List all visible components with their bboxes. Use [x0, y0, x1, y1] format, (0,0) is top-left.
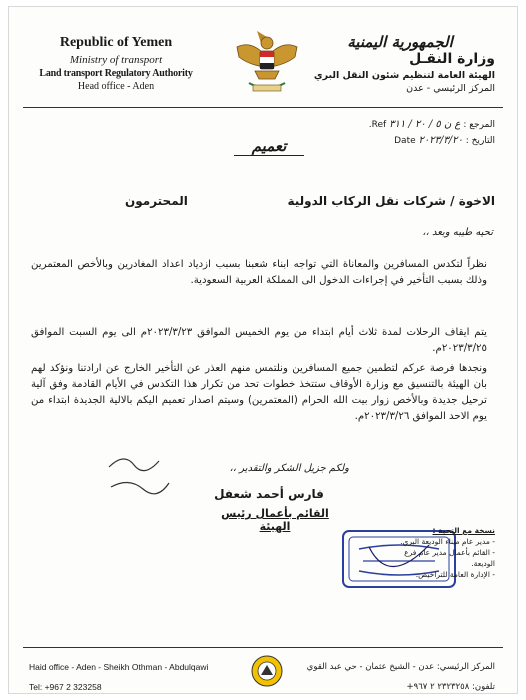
footer-address-en: Haid office - Aden - Sheikh Othman - Abdulqawi: [29, 662, 209, 672]
addressee: الاخوة / شركات نقل الركاب الدولية: [287, 194, 495, 208]
reference-line: المرجع : ع ن ٥ / ٢٠ / ٣١١ Ref.: [368, 119, 495, 130]
copies-list: [395, 525, 495, 580]
authority-ar: الهيئة العامة لتنظيم شئون النقل البري: [313, 70, 495, 81]
ref-label-en: Ref.: [368, 120, 387, 130]
office-en: Head office - Aden: [77, 81, 155, 92]
signatory-title: القائم بأعمال رئيس الهيئة: [221, 507, 329, 533]
footer-address-ar: المركز الرئيسي: عدن - الشيخ عثمان - حي عبد القوي: [306, 662, 495, 672]
handwritten-initials: [99, 447, 189, 507]
copy-item: - الإدارة العامة للتراخيص.: [415, 570, 495, 579]
paragraph-reason: نظراً لتكدس المسافرين والمعاناة التي تواجه ابناء شعبنا بسبب ازدياد اعداد المغادرين وبالأخص المعتمرين وذلك بسبب التأخير في إجراءات الدخول الى المملكة العربية السعودية.: [31, 259, 487, 286]
arabic-letterhead: [305, 33, 495, 94]
english-letterhead: [31, 35, 201, 92]
country-en: Republic of Yemen: [59, 35, 173, 50]
ministry-ar: وزارة النقـل: [409, 51, 495, 67]
footer-divider: [23, 647, 503, 648]
country-ar: الجمهورية اليمنية: [347, 33, 453, 51]
paragraph-apology: ونجدها فرصة عركم لتطمين جميع المسافرين ونلتمس منهم العذر عن التأخير الخارج عن ارادتنا ونؤكد لهم بان الهيئة بالتنسيق مع وزارة الأوقاف ستتخذ خطوات تحد من تكرار هذا التكدس في الأيام القادمة وفق آلية ترحيل جديدة وبالأخص زوار بيت الله الحرام (المعتمرين) وسيتم اصدار تعميم اليكم بالالية الجديدة ابتداء من يوم الاحد الموافق ٢٠٢٣/٣/٢٦م.: [31, 363, 487, 422]
yemen-eagle-emblem: [227, 27, 307, 101]
greeting: تحيه طيبه وبعد ،،: [422, 227, 493, 238]
signatory-name: فارس أحمد شعفل: [214, 487, 324, 501]
footer-arabic: [307, 657, 495, 697]
reference-block: [369, 119, 495, 151]
date-line: التاريخ : ٢٠٢٣/٣/٢٠ Date: [394, 135, 495, 146]
ref-value: ع ن ٥ / ٢٠ / ٣١١: [389, 119, 461, 130]
authority-logo-icon: [251, 655, 283, 687]
document-title: تعميم: [179, 137, 359, 156]
addressee-line: [15, 194, 495, 208]
ref-label-ar: المرجع: [469, 120, 495, 130]
header-divider: [23, 107, 503, 108]
authority-en: Land transport Regulatory Authority: [39, 68, 193, 79]
letter-page: [8, 6, 518, 694]
respect-word: المحترمون: [125, 194, 188, 208]
date-value: ٢٠٢٣/٣/٢٠: [418, 135, 463, 146]
copy-item: - القائم بأعمال مدير عام فرع الوديعة.: [404, 548, 495, 568]
footer-tel-en: Tel: +967 2 323258: [29, 682, 102, 692]
ministry-en: Ministry of transport: [69, 54, 163, 66]
office-ar: المركز الرئيسي - عدن: [406, 83, 495, 94]
date-label-en: Date: [394, 136, 416, 146]
footer-english: [29, 657, 208, 697]
date-label-ar: التاريخ: [471, 136, 495, 146]
paragraph-suspension: يتم ايقاف الرحلات لمدة ثلاث أيام ابتداء من يوم الخميس الموافق ٢٠٢٣/٣/٢٣م الى يوم السبت الموافق ٢٠٢٣/٣/٢٥م.: [31, 327, 487, 354]
closing: ولكم جزيل الشكر والتقدير ،،: [229, 463, 349, 474]
copies-title: نسخة مع التحية :: [432, 526, 495, 535]
footer-tel-ar: تلفون: ٢٣٢٣٢٥٨ ٢ ٩٦٧+: [406, 682, 495, 692]
copy-item: - مدير عام ميناء الوديعة البري.: [400, 537, 495, 546]
